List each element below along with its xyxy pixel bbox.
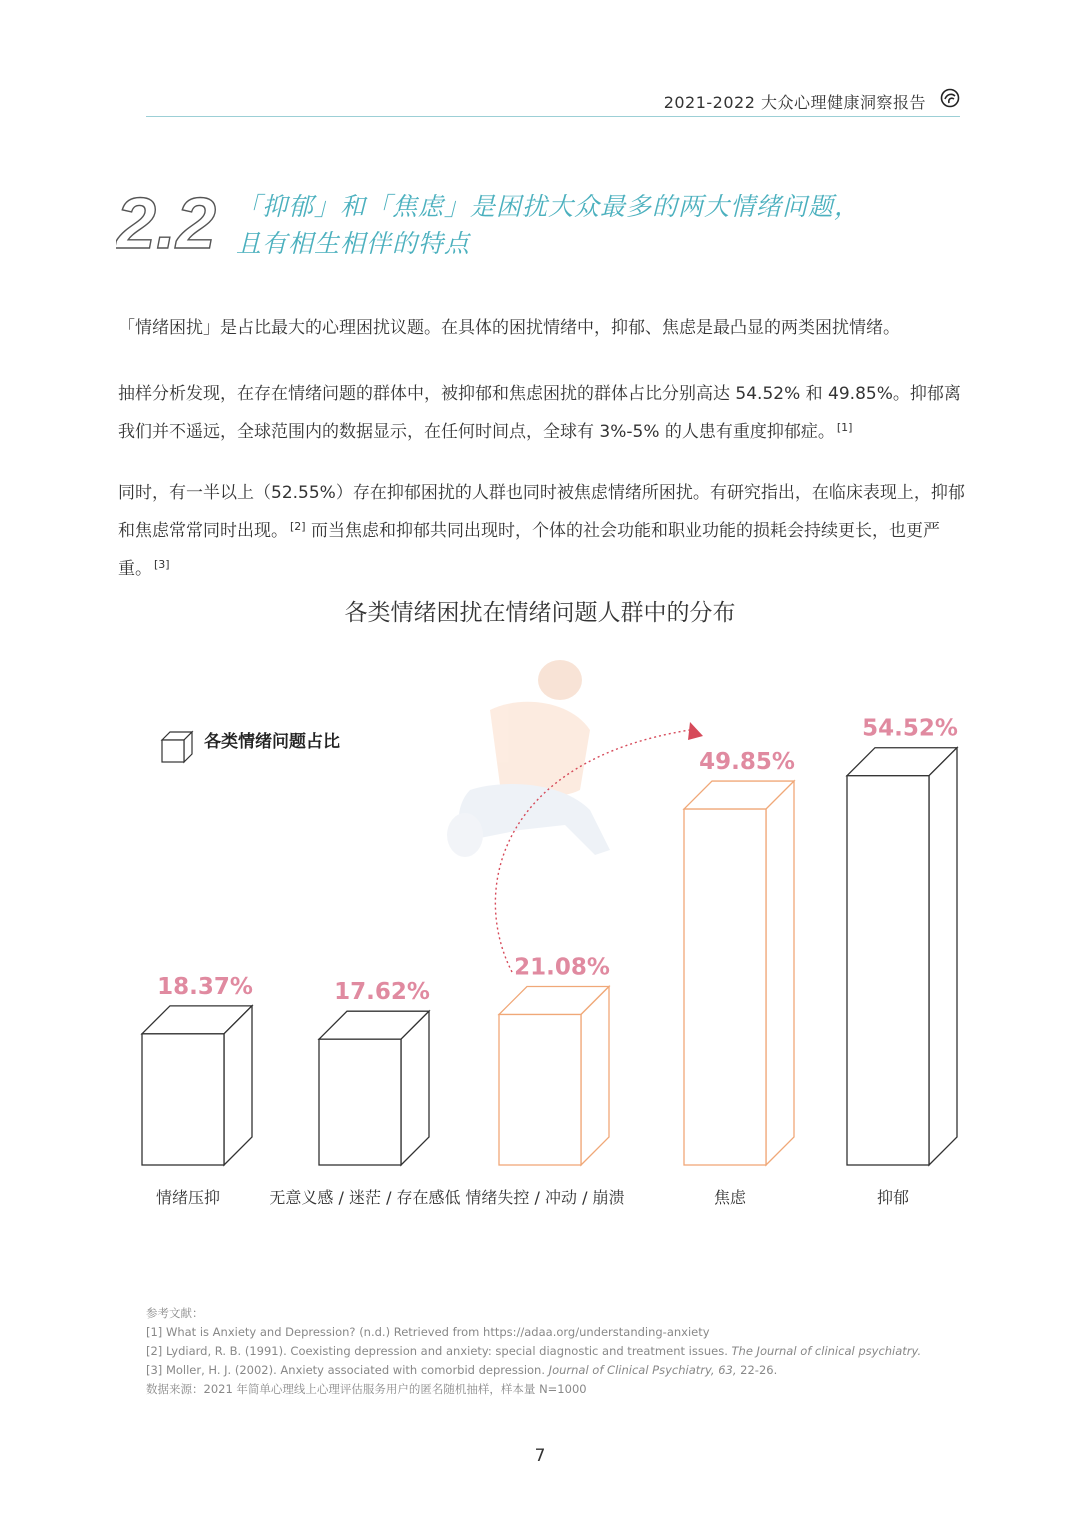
bar-2 [319,1011,429,1165]
running-figure-illustration [447,660,610,857]
bar-front-face [499,1014,581,1165]
bar-side-face [929,748,957,1165]
category-label-3: 情绪失控 / 冲动 / 崩溃 [465,1188,625,1207]
section-number-graphic [116,186,216,256]
bar-side-face [401,1011,429,1165]
category-label-2: 无意义感 / 迷茫 / 存在感低 [269,1188,461,1207]
references [146,1304,921,1399]
bar-front-face [847,776,929,1165]
section-title-line-1: 「抑郁」和「焦虑」是困扰大众最多的两大情绪问题， [236,192,861,221]
page-number: 7 [534,1446,546,1466]
bar-3 [499,986,609,1165]
section-title [236,188,860,262]
page-header [146,86,960,117]
value-label-3: 21.08% [514,954,610,981]
bar-front-face [684,809,766,1165]
paragraph-2-text: 抽样分析发现，在存在情绪问题的群体中，被抑郁和焦虑困扰的群体占比分别高达 54.52% 和 49.85%。抑郁离我们并不遥远，全球范围内的数据显示，在任何时间点，全球有 3%-5% 的人患有重度抑郁症。 [118,384,961,442]
bar-chart [0,640,1080,1240]
chart-legend [162,731,340,762]
category-label-4: 焦虑 [713,1188,747,1207]
category-labels [156,1188,909,1207]
reference-2-text: [2] Lydiard, R. B. (1991). Coexisting depression and anxiety: special diagnostic and treatment issues. [146,1344,732,1358]
value-label-5: 54.52% [862,715,958,742]
bar-side-face [581,986,609,1165]
bar-1 [142,1006,252,1165]
reference-2 [146,1342,921,1361]
section-title-line-2: 且有相生相伴的特点 [236,229,471,258]
category-label-1: 情绪压抑 [155,1188,221,1207]
paragraph-3 [118,477,968,586]
bar-front-face [142,1034,224,1165]
paragraph-3-text-a: 同时，有一半以上（52.55%）存在抑郁困扰的人群也同时被焦虑情绪所困扰。有研究指出，在临床表现上，抑郁和焦虑常常同时出现。 [118,483,965,541]
category-label-5: 抑郁 [876,1188,910,1207]
reference-3-text: [3] Moller, H. J. (2002). Anxiety associated with comorbid depression. [146,1363,549,1377]
bar-front-face [319,1039,401,1165]
brand-logo-icon [940,88,960,108]
bar-side-face [224,1006,252,1165]
value-label-1: 18.37% [157,973,253,1000]
section-number: 2.2 [116,186,216,256]
arrow-head-icon [688,722,703,740]
reference-3-pages: 22-26. [736,1363,778,1377]
paragraph-3-text-b: 而当焦虑和抑郁共同出现时，个体的社会功能和职业功能的损耗会持续更长，也更严重。 [118,521,940,579]
paragraph-2 [118,378,968,449]
paragraph-1: 「情绪困扰」是占比最大的心理困扰议题。在具体的困扰情绪中，抑郁、焦虑是最凸显的两类困扰情绪。 [118,318,900,338]
chart-title-wrap [0,594,1080,627]
value-label-2: 17.62% [334,979,430,1006]
chart-title: 各类情绪困扰在情绪问题人群中的分布 [343,594,738,627]
reference-3 [146,1361,921,1380]
legend-label: 各类情绪问题占比 [204,732,340,752]
value-label-4: 49.85% [699,749,795,776]
citation-2: [2] [290,520,306,533]
reference-1: [1] What is Anxiety and Depression? (n.d.) Retrieved from https://adaa.org/understanding-anxiety [146,1325,710,1339]
reference-3-journal: Journal of Clinical Psychiatry, 63, [548,1363,737,1377]
bar-4 [684,781,794,1165]
reference-2-journal: The Journal of clinical psychiatry. [731,1344,922,1358]
report-title: 2021-2022 大众心理健康洞察报告 [663,93,926,112]
bar-5 [847,748,957,1165]
citation-1: [1] [836,421,853,434]
data-source: 数据来源：2021 年简单心理线上心理评估服务用户的匿名随机抽样，样本量 N=1000 [146,1382,587,1396]
bar-side-face [766,781,794,1165]
references-heading: 参考文献： [146,1306,204,1320]
citation-3: [3] [154,558,170,571]
